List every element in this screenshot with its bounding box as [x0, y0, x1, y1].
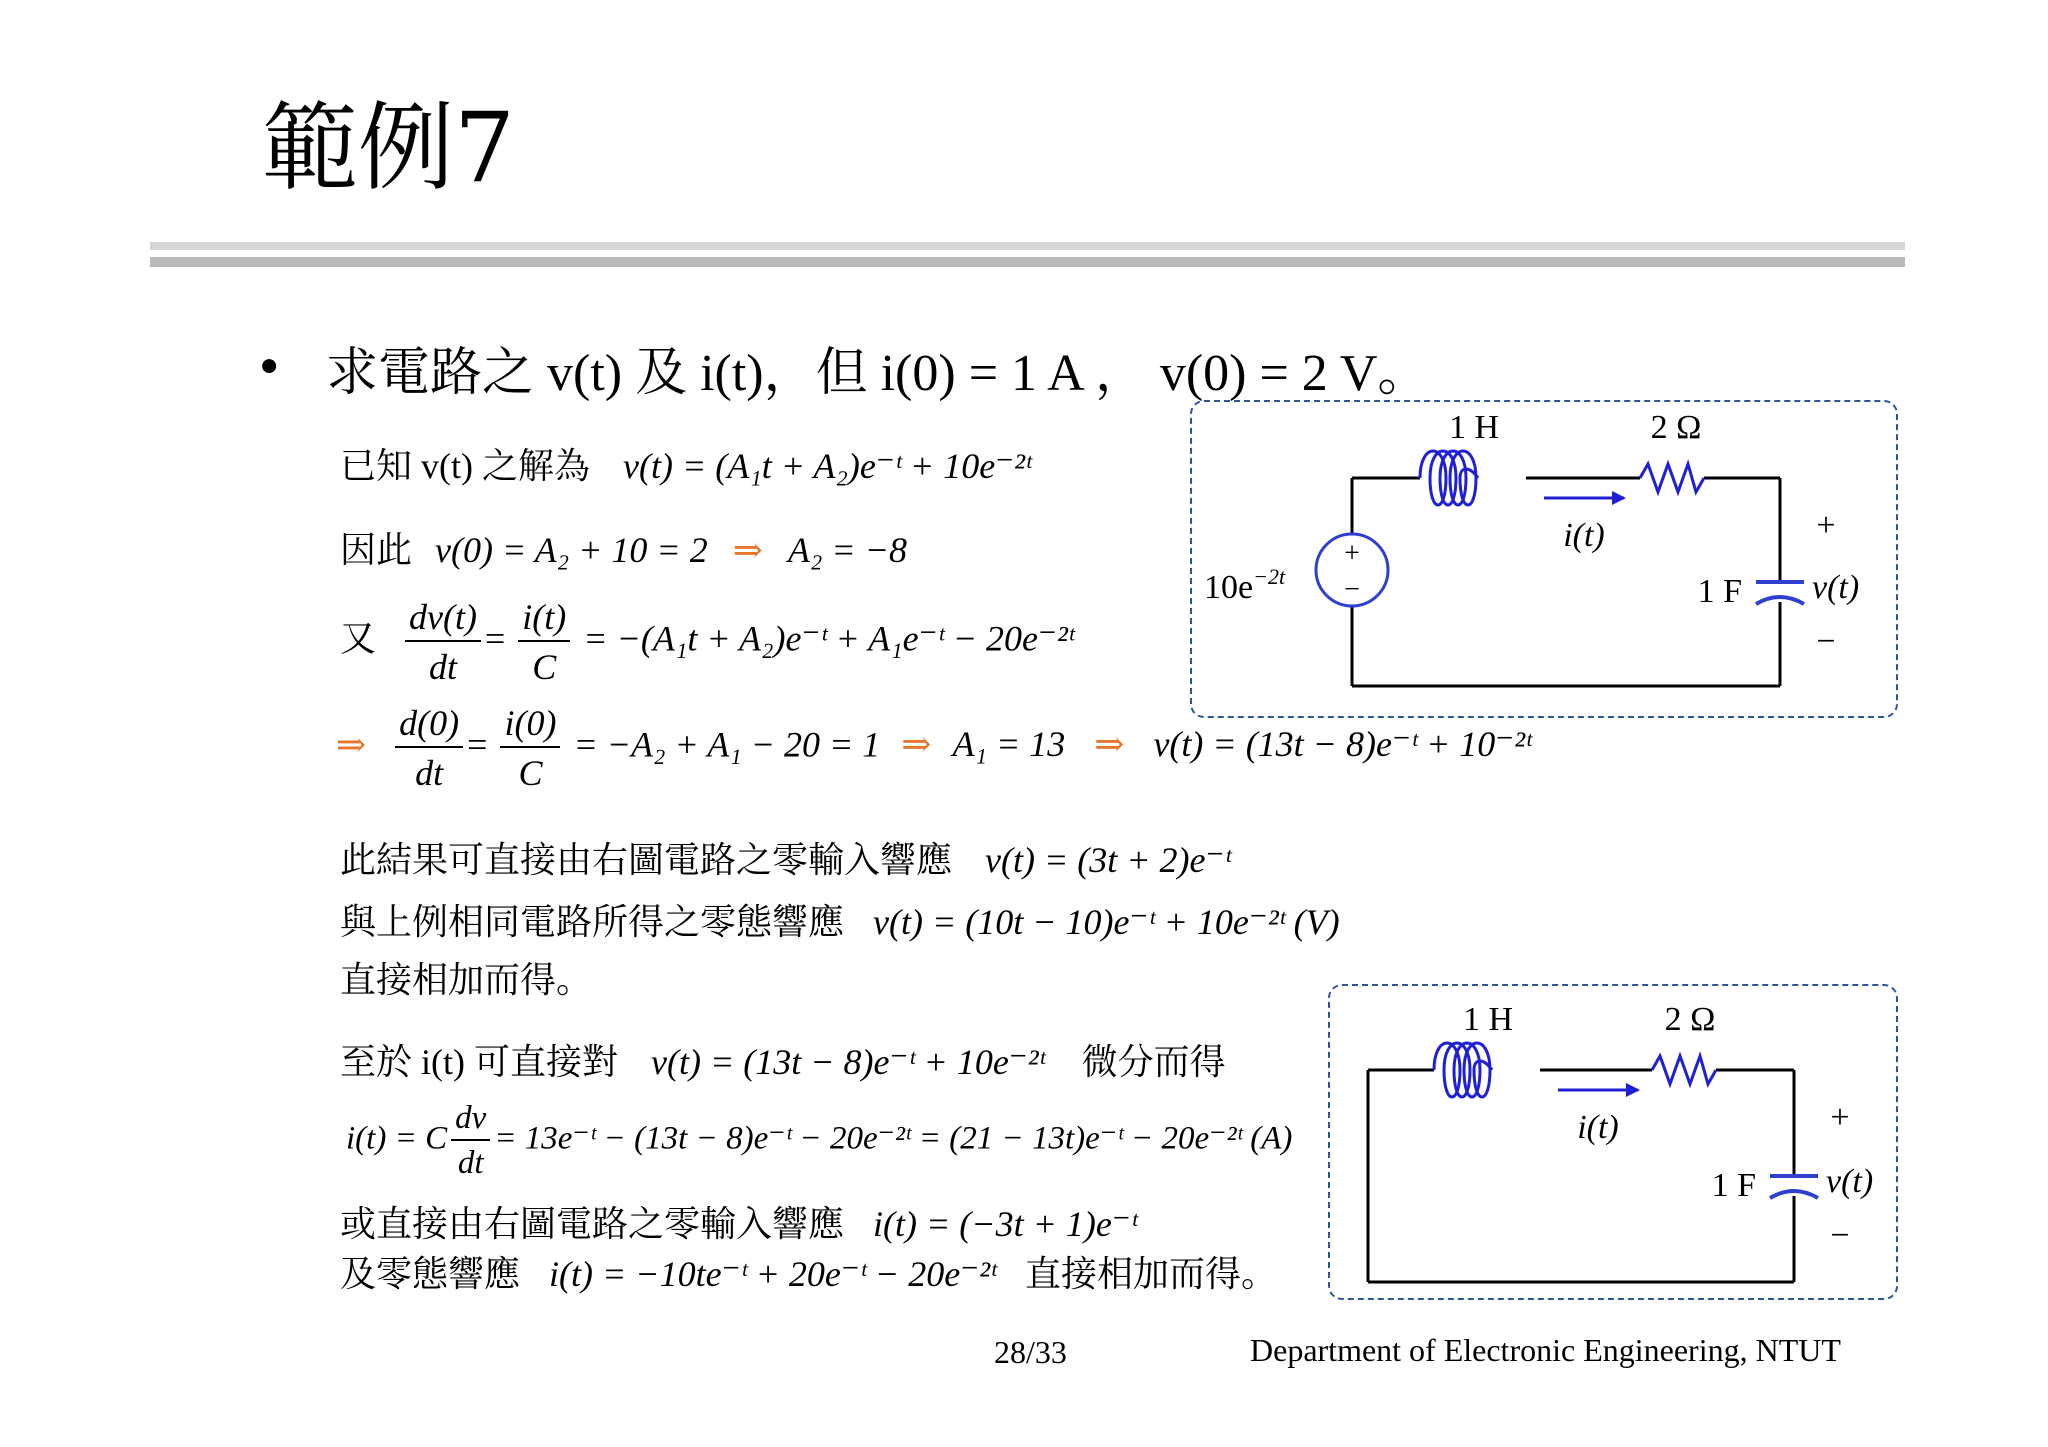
- a1-equation: = −A₂ + A₁ − 20 = 1: [573, 724, 881, 765]
- capacitor-label: 1 F: [1711, 1167, 1756, 1204]
- alt-zero-state-line: [340, 1246, 1277, 1297]
- zero-input-formula: v(t) = (3t + 2)e⁻ᵗ: [985, 840, 1231, 880]
- d0dt-fraction: [395, 702, 463, 794]
- implies-arrow: ⇒: [732, 530, 763, 570]
- i-lhs: i(t) = C: [346, 1120, 448, 1157]
- source-label-base: 10e: [1204, 569, 1254, 606]
- vout-label: v(t): [1826, 1163, 1874, 1200]
- current-label: i(t): [1577, 1109, 1619, 1146]
- dvdt-fraction: [405, 596, 481, 688]
- alt-sum-text: 直接相加而得。: [1025, 1254, 1278, 1294]
- problem-statement: 求電路之 v(t) 及 i(t)，但 i(0) = 1 A ， v(0) = 2 V。: [326, 345, 1430, 402]
- fraction-denominator: C: [518, 753, 543, 793]
- alt-zero-input-text: 或直接由右圖電路之零輸入響應: [340, 1204, 845, 1244]
- derivative-line: 又 $\frac{dv(t)}{dt}$ = $\frac{i(t)}{C}$ = −(A₁t + A₂)e⁻ᵗ + A₁e⁻ᵗ − 20e⁻²ᵗ: [340, 597, 1074, 687]
- title-divider-bottom: [150, 257, 1905, 267]
- current-intro-text: 至於 i(t) 可直接對: [340, 1042, 618, 1082]
- vout-minus: −: [1830, 1217, 1850, 1254]
- alt-zero-input-formula: i(t) = (−3t + 1)e⁻ᵗ: [873, 1204, 1137, 1244]
- i0-over-c-fraction: [500, 702, 560, 794]
- resistor-label: 2 Ω: [1664, 1001, 1716, 1038]
- page-number: 28/33: [994, 1334, 1067, 1370]
- derivative-rhs: = −(A₁t + A₂)e⁻ᵗ + A₁e⁻ᵗ − 20e⁻²ᵗ: [583, 618, 1074, 659]
- v0-equation: v(0) = A₂ + 10 = 2: [435, 530, 708, 570]
- source-label-exp: −2t: [1253, 564, 1286, 589]
- also-label: 又: [340, 618, 377, 659]
- circuit-diagram-2: [1328, 984, 1898, 1300]
- fraction-denominator: dt: [428, 647, 457, 687]
- fraction-numerator: dv: [451, 1100, 490, 1141]
- slide-title: 範例7: [262, 92, 516, 204]
- fraction-numerator: i(0): [500, 702, 560, 748]
- inductor-coil: [1434, 1043, 1492, 1097]
- resistor-zigzag: [1652, 1056, 1716, 1084]
- circuit-2-svg: [1330, 986, 1896, 1298]
- fraction-numerator: d(0): [395, 702, 463, 748]
- source-plus: +: [1344, 538, 1360, 569]
- inductor-label: 1 H: [1448, 409, 1500, 446]
- current-derivation-line: [340, 1034, 1226, 1085]
- alt-zero-state-text: 及零態響應: [340, 1254, 521, 1294]
- known-solution-label: 已知 v(t) 之解為: [340, 446, 590, 486]
- dvdt-fraction: [451, 1100, 490, 1182]
- v-formula: v(t) = (13t − 8)e⁻ᵗ + 10e⁻²ᵗ: [650, 1042, 1045, 1082]
- vout-plus: +: [1830, 1099, 1850, 1136]
- differentiate-text: 微分而得: [1081, 1042, 1226, 1082]
- known-solution-line: [340, 438, 1031, 489]
- resistor-zigzag: [1640, 464, 1704, 492]
- known-solution-formula: v(t) = (A₁t + A₂)e⁻ᵗ + 10e⁻²ᵗ: [622, 446, 1032, 486]
- fraction-denominator: dt: [457, 1145, 484, 1181]
- initial-condition-line: [340, 522, 907, 573]
- circuit-1-svg: [1192, 402, 1896, 716]
- source-label: [1204, 564, 1286, 606]
- current-label: i(t): [1563, 517, 1605, 554]
- fraction-numerator: dv(t): [405, 596, 481, 642]
- a1-result: A₁ = 13: [952, 724, 1066, 765]
- a1-solution-line: ⇒ $\frac{d(0)}{dt}$ = $\frac{i(0)}{C}$ = −A₂ + A₁ − 20 = 1 ⇒ A₁ = 13 ⇒ v(t) = (13t − 8)e⁻ᵗ + 10⁻²ᵗ: [336, 703, 1532, 793]
- alt-zero-input-line: [340, 1196, 1137, 1247]
- vout-plus: +: [1816, 507, 1836, 544]
- fraction-denominator: C: [532, 647, 557, 687]
- zero-state-text: 與上例相同電路所得之零態響應: [340, 902, 845, 942]
- zero-input-text: 此結果可直接由右圖電路之零輸入響應: [340, 840, 953, 880]
- implies-arrow: ⇒: [1094, 724, 1125, 765]
- circuit-diagram-1: [1190, 400, 1898, 718]
- source-minus: −: [1344, 574, 1360, 605]
- department-footer: Department of Electronic Engineering, NTUT: [1250, 1332, 1841, 1368]
- vout-minus: −: [1816, 623, 1836, 660]
- inductor-label: 1 H: [1462, 1001, 1514, 1038]
- capacitor-label: 1 F: [1697, 573, 1742, 610]
- implies-arrow: ⇒: [336, 724, 367, 765]
- bullet-dot: •: [255, 340, 284, 396]
- current-arrow-head: [1626, 1083, 1640, 1097]
- v-final-result: v(t) = (13t − 8)e⁻ᵗ + 10⁻²ᵗ: [1153, 724, 1532, 765]
- a2-result: A₂ = −8: [787, 530, 907, 570]
- alt-zero-state-formula: i(t) = −10te⁻ᵗ + 20e⁻ᵗ − 20e⁻²ᵗ: [549, 1254, 997, 1294]
- fraction-denominator: dt: [415, 753, 444, 793]
- sum-conclusion-text: 直接相加而得。: [340, 960, 593, 1000]
- inductor-coil: [1420, 451, 1478, 505]
- title-divider-top: [150, 242, 1905, 250]
- zero-input-line: [340, 832, 1231, 883]
- current-result-line: [346, 1100, 1292, 1182]
- therefore-label: 因此: [340, 530, 413, 570]
- i-rhs: = 13e⁻ᵗ − (13t − 8)e⁻ᵗ − 20e⁻²ᵗ = (21 − 13t)e⁻ᵗ − 20e⁻²ᵗ (A): [494, 1120, 1293, 1157]
- i-over-c-fraction: [518, 596, 570, 688]
- zero-state-formula: v(t) = (10t − 10)e⁻ᵗ + 10e⁻²ᵗ (V): [873, 902, 1340, 942]
- fraction-numerator: i(t): [518, 596, 570, 642]
- vout-label: v(t): [1812, 569, 1860, 606]
- resistor-label: 2 Ω: [1650, 409, 1702, 446]
- current-arrow-head: [1612, 491, 1626, 505]
- implies-arrow: ⇒: [901, 724, 932, 765]
- zero-state-line: [340, 894, 1340, 945]
